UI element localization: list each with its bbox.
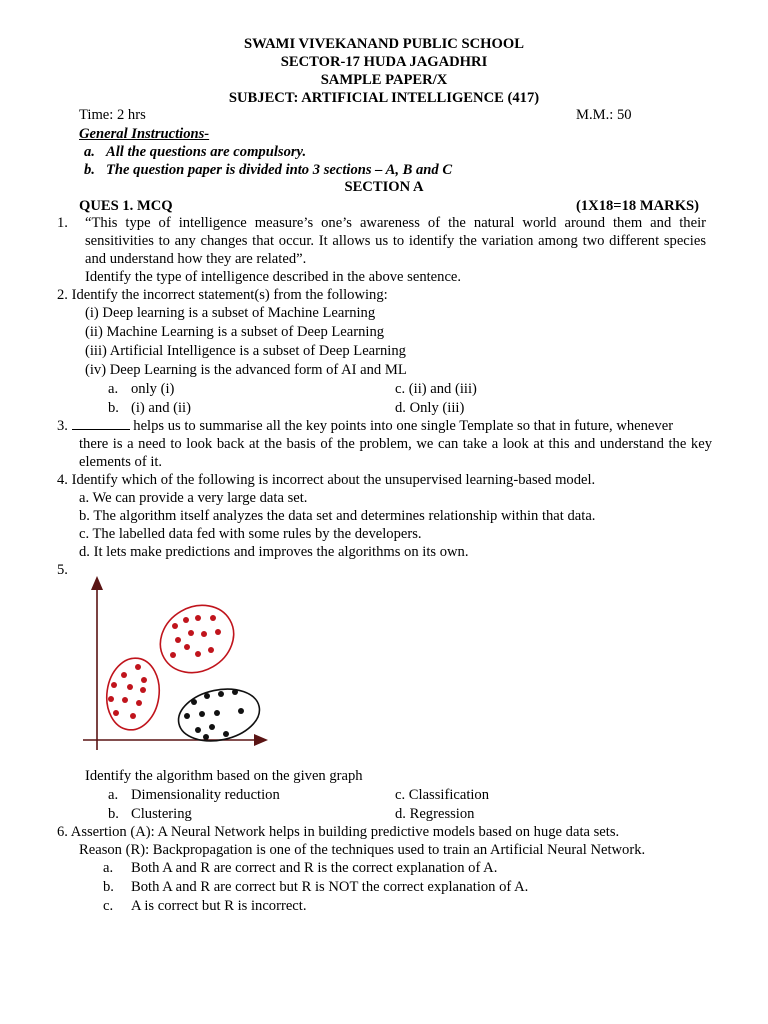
data-point-red — [140, 687, 146, 693]
data-point-red — [127, 684, 133, 690]
cluster-points — [108, 615, 244, 740]
data-point-red — [135, 664, 141, 670]
graph-axes — [83, 576, 268, 750]
q1-paragraph: “This type of intelligence measure’s one’s awareness of the natural world around them and their sensitivities to any changes that occur. It allows us to identify the variation among two different species and understand how they are related”. — [85, 215, 706, 267]
q5-prompt: Identify the algorithm based on the given graph — [85, 768, 363, 784]
q2-option-b: (i) and (ii) — [131, 400, 191, 416]
data-point-red — [183, 617, 189, 623]
q4-option-d: d. It lets make predictions and improves the algorithms on its own. — [79, 544, 469, 560]
cluster-graph-figure — [78, 572, 278, 760]
q6-reason: Reason (R): Backpropagation is one of the techniques used to train an Artificial Neural Network. — [79, 842, 646, 858]
cluster-ellipses — [102, 592, 264, 748]
data-point-red — [113, 710, 119, 716]
subject-title: SUBJECT: ARTIFICIAL INTELLIGENCE (417) — [228, 90, 540, 106]
data-point-red — [122, 697, 128, 703]
q3-number: 3. — [57, 418, 68, 434]
q5-option-a-marker: a. — [108, 787, 119, 803]
data-point-black — [218, 691, 224, 697]
x-axis-arrow — [254, 734, 268, 746]
q5-option-b-marker: b. — [108, 806, 119, 822]
q6-option-b: Both A and R are correct but R is NOT the correct explanation of A. — [131, 879, 529, 895]
q6-assertion: 6. Assertion (A): A Neural Network helps in building predictive models based on huge data sets. — [57, 824, 620, 840]
section-a-title: SECTION A — [344, 179, 424, 195]
data-point-red — [208, 647, 214, 653]
data-point-red — [130, 713, 136, 719]
data-point-red — [184, 644, 190, 650]
data-point-red — [121, 672, 127, 678]
data-point-red — [141, 677, 147, 683]
instructions-title: General Instructions- — [79, 126, 210, 142]
data-point-red — [210, 615, 216, 621]
data-point-black — [191, 699, 197, 705]
data-point-black — [184, 713, 190, 719]
data-point-black — [232, 689, 238, 695]
q6-option-a: Both A and R are correct and R is the correct explanation of A. — [131, 860, 498, 876]
q3-text-2: there is a need to look back at the basis of the problem, we can take a look at this and understand the key elements of it. — [79, 436, 712, 470]
q5-option-c: c. Classification — [395, 787, 490, 803]
q6-option-a-marker: a. — [103, 860, 114, 876]
data-point-red — [111, 682, 117, 688]
data-point-red — [195, 651, 201, 657]
instruction-b-marker: b. — [84, 162, 95, 178]
max-marks: M.M.: 50 — [576, 107, 632, 123]
cluster-outline-top — [148, 592, 246, 685]
data-point-black — [223, 731, 229, 737]
data-point-black — [214, 710, 220, 716]
q3-text-1: helps us to summarise all the key points into one single Template so that in future, whenever — [133, 418, 674, 434]
data-point-red — [188, 630, 194, 636]
y-axis-arrow — [91, 576, 103, 590]
data-point-red — [172, 623, 178, 629]
q6-option-c-marker: c. — [103, 898, 114, 914]
school-name: SWAMI VIVEKANAND PUBLIC SCHOOL — [244, 36, 524, 52]
data-point-black — [204, 693, 210, 699]
instruction-a-text: All the questions are compulsory. — [106, 144, 307, 160]
q2-stem: 2. Identify the incorrect statement(s) from the following: — [57, 287, 388, 303]
q2-option-b-marker: b. — [108, 400, 119, 416]
paper-title: SAMPLE PAPER/X — [320, 72, 448, 88]
data-point-black — [199, 711, 205, 717]
q2-statement-3: (iii) Artificial Intelligence is a subset of Deep Learning — [85, 343, 406, 359]
q3-blank — [72, 417, 130, 430]
data-point-red — [170, 652, 176, 658]
data-point-red — [195, 615, 201, 621]
q5-number: 5. — [57, 562, 68, 578]
q2-statement-4: (iv) Deep Learning is the advanced form of AI and ML — [85, 362, 407, 378]
q6-option-c: A is correct but R is incorrect. — [131, 898, 307, 914]
q3-line-1 — [57, 417, 673, 435]
ques-label: QUES 1. MCQ — [79, 198, 173, 214]
q5-option-a: Dimensionality reduction — [131, 787, 280, 803]
data-point-red — [175, 637, 181, 643]
data-point-red — [136, 700, 142, 706]
data-point-black — [195, 727, 201, 733]
data-point-red — [215, 629, 221, 635]
q2-statement-1: (i) Deep learning is a subset of Machine Learning — [85, 305, 376, 321]
data-point-black — [209, 724, 215, 730]
q4-option-b: b. The algorithm itself analyzes the data set and determines relationship within that data. — [79, 508, 596, 524]
q1-prompt: Identify the type of intelligence described in the above sentence. — [85, 269, 462, 285]
q2-statement-2: (ii) Machine Learning is a subset of Deep Learning — [85, 324, 385, 340]
q5-option-b: Clustering — [131, 806, 192, 822]
q5-option-d: d. Regression — [395, 806, 475, 822]
q2-option-a: only (i) — [131, 381, 175, 397]
data-point-black — [203, 734, 209, 740]
data-point-red — [108, 696, 114, 702]
cluster-outline-left — [102, 655, 164, 734]
instruction-b-text: The question paper is divided into 3 sections – A, B and C — [106, 162, 453, 178]
q2-option-a-marker: a. — [108, 381, 119, 397]
data-point-black — [238, 708, 244, 714]
school-address: SECTOR-17 HUDA JAGADHRI — [280, 54, 488, 70]
q4-option-a: a. We can provide a very large data set. — [79, 490, 308, 506]
instruction-a-marker: a. — [84, 144, 95, 160]
q4-option-c: c. The labelled data fed with some rules by the developers. — [79, 526, 422, 542]
q6-option-b-marker: b. — [103, 879, 114, 895]
q2-option-d: d. Only (iii) — [395, 400, 465, 416]
ques-marks: (1X18=18 MARKS) — [576, 198, 700, 214]
time-allowed: Time: 2 hrs — [79, 107, 146, 123]
q2-option-c: c. (ii) and (iii) — [395, 381, 477, 397]
data-point-red — [201, 631, 207, 637]
q4-stem: 4. Identify which of the following is incorrect about the unsupervised learning-based model. — [57, 472, 596, 488]
q1-number: 1. — [57, 215, 68, 231]
